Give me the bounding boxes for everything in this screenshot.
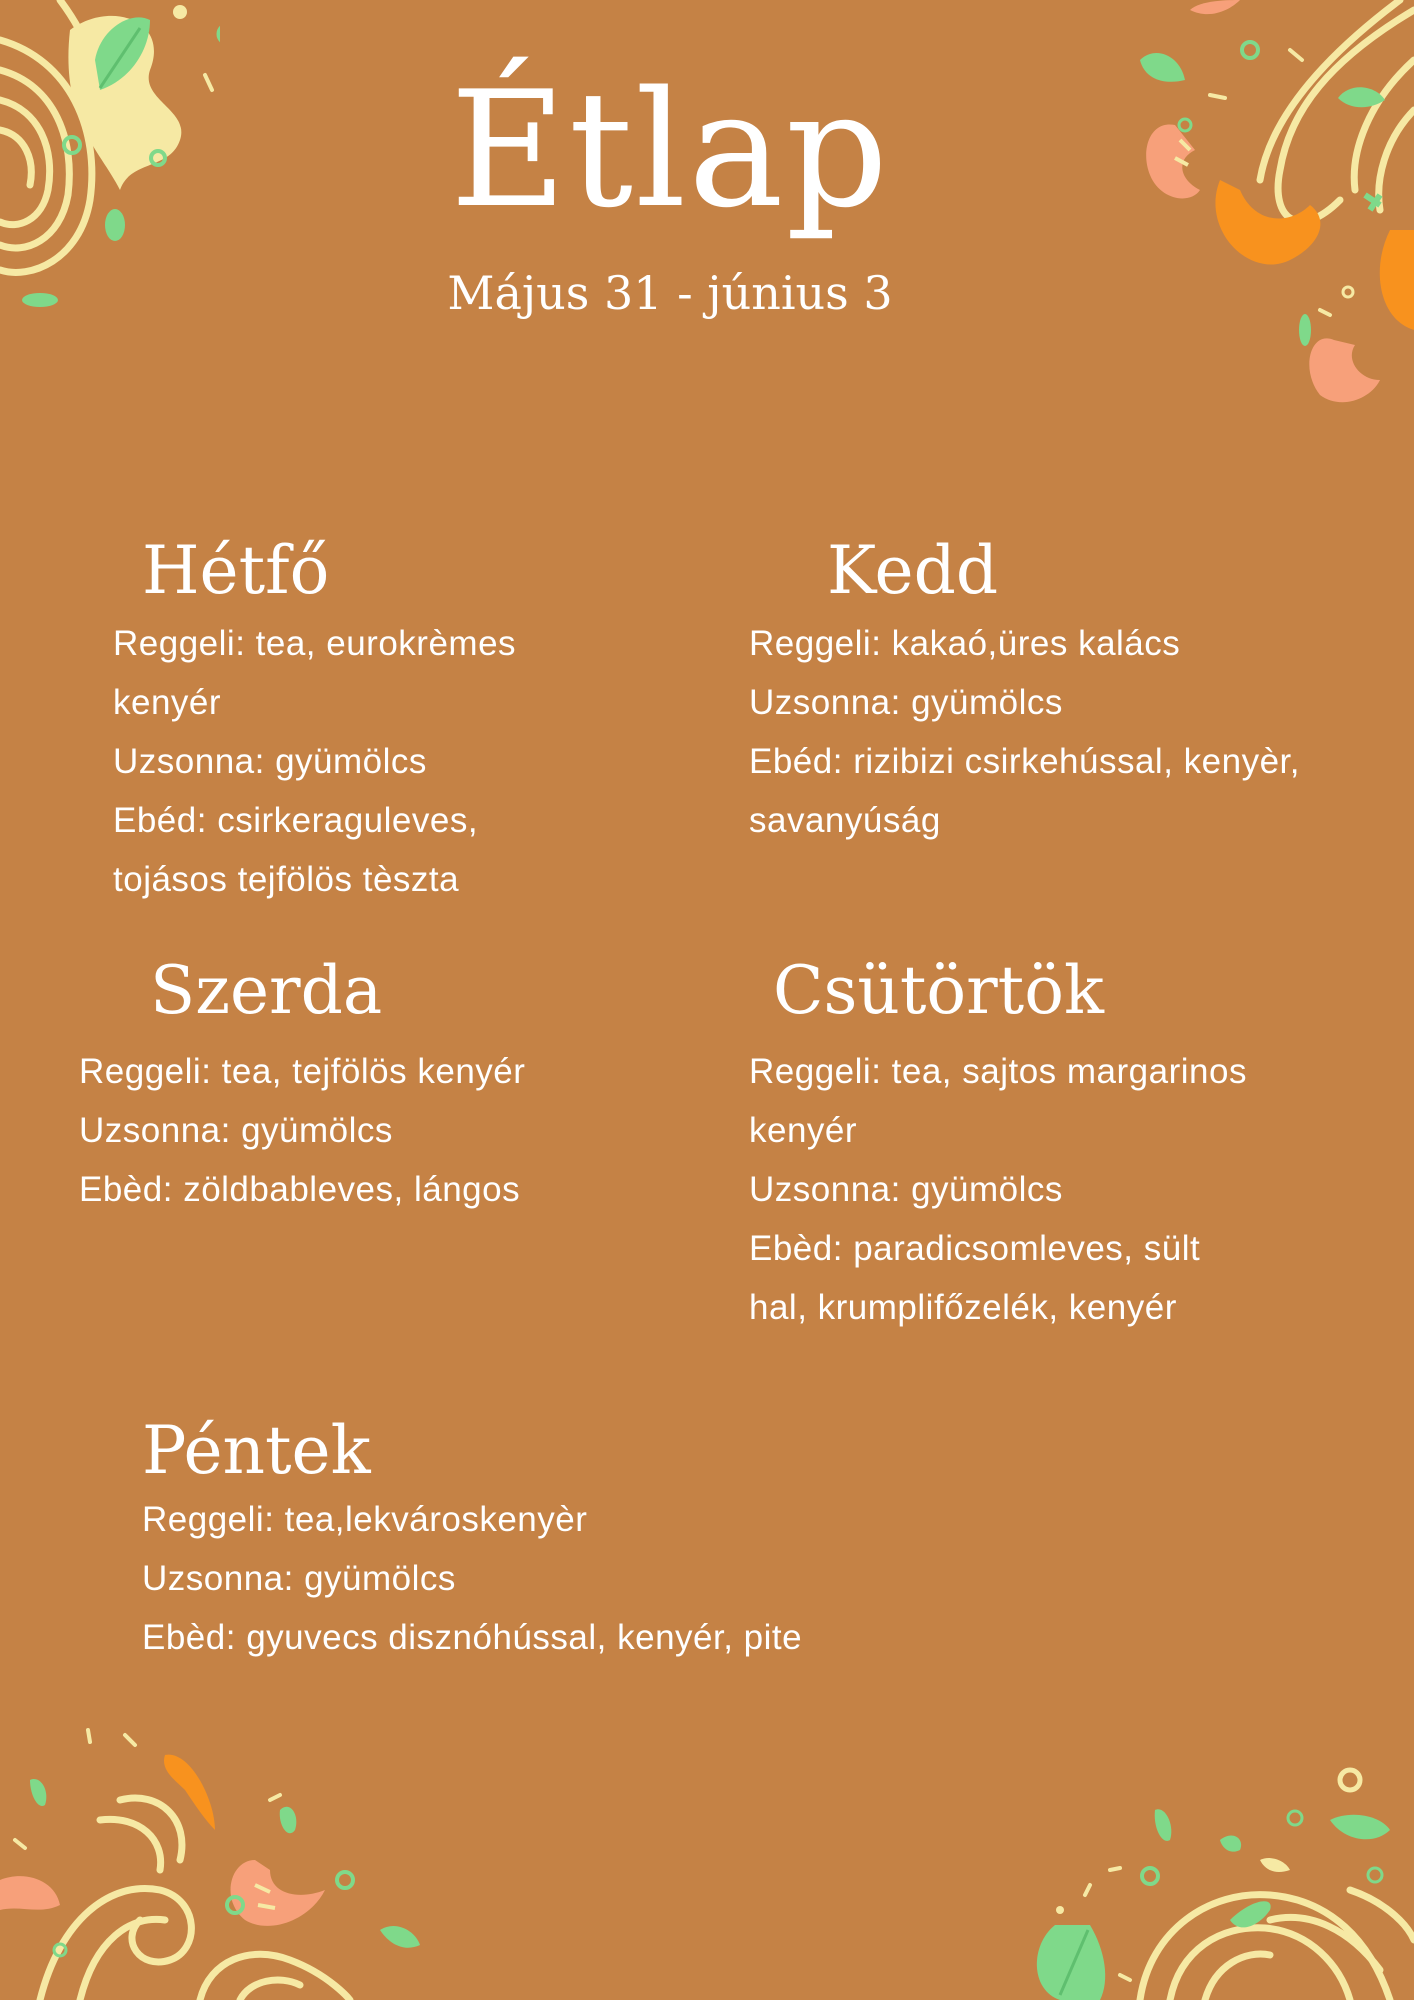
menu-line: kenyér bbox=[113, 683, 222, 722]
day-menu-thursday bbox=[749, 1042, 1247, 1337]
day-heading-wednesday: Szerda bbox=[150, 952, 383, 1029]
menu-line: Reggeli: tea, eurokrèmes bbox=[113, 624, 517, 663]
menu-line: Reggeli: tea, sajtos margarinos bbox=[749, 1052, 1247, 1091]
pasta-decoration-bottom-right bbox=[970, 1750, 1414, 2000]
menu-line: Ebèd: zöldbableves, lángos bbox=[79, 1170, 521, 1209]
day-heading-tuesday: Kedd bbox=[827, 532, 999, 609]
day-menu-tuesday bbox=[749, 614, 1300, 850]
menu-line: hal, krumplifőzelék, kenyér bbox=[749, 1288, 1177, 1327]
menu-line: Reggeli: tea, tejfölös kenyér bbox=[79, 1052, 526, 1091]
menu-line: Reggeli: kakaó,üres kalács bbox=[749, 624, 1181, 663]
day-heading-monday: Hétfő bbox=[142, 532, 330, 609]
menu-line: savanyúság bbox=[749, 801, 941, 840]
menu-line: Uzsonna: gyümölcs bbox=[142, 1559, 456, 1598]
menu-line: Ebèd: gyuvecs disznóhússal, kenyér, pite bbox=[142, 1618, 803, 1657]
pasta-decoration-bottom-left bbox=[0, 1720, 440, 2000]
menu-line: Uzsonna: gyümölcs bbox=[749, 1170, 1063, 1209]
menu-line: kenyér bbox=[749, 1111, 858, 1150]
menu-line: Uzsonna: gyümölcs bbox=[749, 683, 1063, 722]
menu-line: Ebèd: paradicsomleves, sült bbox=[749, 1229, 1201, 1268]
day-heading-friday: Péntek bbox=[142, 1412, 371, 1489]
menu-line: Ebéd: csirkeraguleves, bbox=[113, 801, 479, 840]
page-title: Étlap bbox=[449, 56, 891, 243]
menu-line: tojásos tejfölös tèszta bbox=[113, 860, 460, 899]
day-menu-friday bbox=[142, 1490, 802, 1667]
menu-line: Uzsonna: gyümölcs bbox=[113, 742, 427, 781]
menu-line: Reggeli: tea,lekvároskenyèr bbox=[142, 1500, 588, 1539]
menu-line: Uzsonna: gyümölcs bbox=[79, 1111, 393, 1150]
day-menu-monday bbox=[113, 614, 516, 909]
day-heading-thursday: Csütörtök bbox=[773, 952, 1104, 1029]
date-range: Május 31 - június 3 bbox=[447, 266, 893, 320]
menu-line: Ebéd: rizibizi csirkehússal, kenyèr, bbox=[749, 742, 1300, 781]
day-menu-wednesday bbox=[79, 1042, 525, 1219]
